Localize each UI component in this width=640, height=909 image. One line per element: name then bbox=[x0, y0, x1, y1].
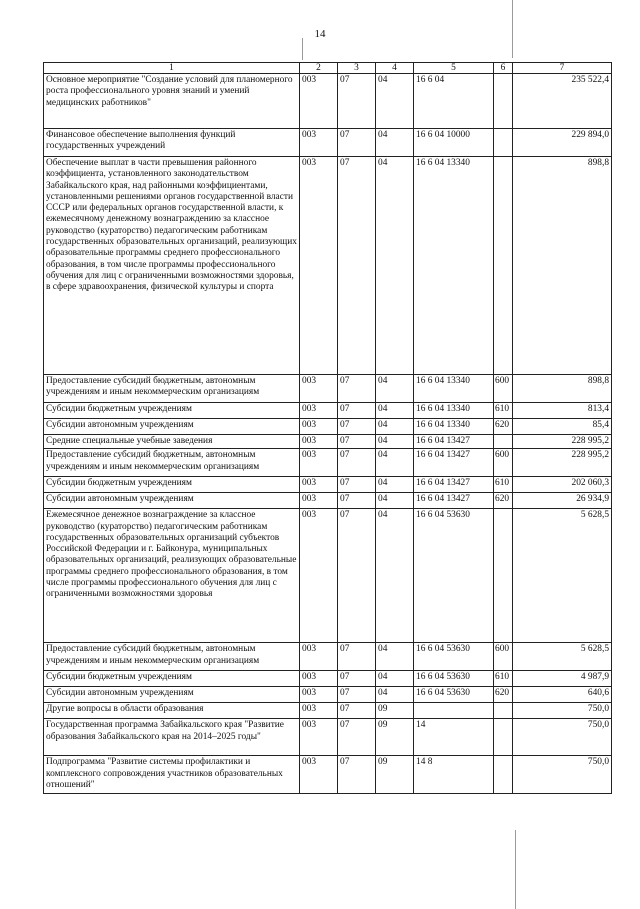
row-target-article-cell: 16 6 04 13340 bbox=[414, 403, 494, 419]
row-target-article-cell: 16 6 04 10000 bbox=[414, 129, 494, 157]
row-target-article-cell: 16 6 04 13427 bbox=[414, 449, 494, 477]
row-grbs-cell: 003 bbox=[300, 719, 338, 756]
row-name-cell: Предоставление субсидий бюджетным, автономным учреждениям и иным некоммерческим организациям bbox=[44, 449, 300, 477]
row-amount-cell: 229 894,0 bbox=[513, 129, 612, 157]
column-header-1: 1 bbox=[44, 63, 300, 74]
row-section-cell: 07 bbox=[338, 129, 376, 157]
row-name-cell: Другие вопросы в области образования bbox=[44, 703, 300, 719]
row-amount-cell: 85,4 bbox=[513, 419, 612, 435]
row-name-cell: Субсидии бюджетным учреждениям bbox=[44, 671, 300, 687]
row-grbs-cell: 003 bbox=[300, 703, 338, 719]
row-name-cell: Субсидии автономным учреждениям bbox=[44, 419, 300, 435]
table-row bbox=[44, 403, 612, 419]
row-name-cell: Основное мероприятие "Создание условий для планомерного роста профессионального уровня знаний и умений медицинских работников" bbox=[44, 74, 300, 129]
column-header-7: 7 bbox=[513, 63, 612, 74]
column-header-2: 2 bbox=[300, 63, 338, 74]
row-grbs-cell: 003 bbox=[300, 74, 338, 129]
row-target-article-cell: 14 8 bbox=[414, 756, 494, 794]
row-subsection-cell: 04 bbox=[376, 435, 414, 449]
row-amount-cell: 228 995,2 bbox=[513, 449, 612, 477]
row-expense-type-cell: 610 bbox=[494, 477, 513, 493]
row-expense-type-cell bbox=[494, 74, 513, 129]
budget-table bbox=[43, 62, 612, 794]
row-name-cell: Субсидии автономным учреждениям bbox=[44, 687, 300, 703]
row-expense-type-cell bbox=[494, 157, 513, 375]
row-expense-type-cell: 620 bbox=[494, 493, 513, 509]
row-subsection-cell: 04 bbox=[376, 687, 414, 703]
scan-artifact-line bbox=[515, 830, 516, 909]
page-number: 14 bbox=[314, 28, 326, 40]
row-target-article-cell: 16 6 04 53630 bbox=[414, 643, 494, 671]
row-section-cell: 07 bbox=[338, 74, 376, 129]
table-row bbox=[44, 643, 612, 671]
row-grbs-cell: 003 bbox=[300, 509, 338, 643]
row-name-cell: Предоставление субсидий бюджетным, автономным учреждениям и иным некоммерческим организациям bbox=[44, 375, 300, 403]
row-grbs-cell: 003 bbox=[300, 129, 338, 157]
row-expense-type-cell bbox=[494, 435, 513, 449]
row-name-cell: Подпрограмма "Развитие системы профилактики и комплексного сопровождения участников образовательных отношений" bbox=[44, 756, 300, 794]
column-header-3: 3 bbox=[338, 63, 376, 74]
row-amount-cell: 26 934,9 bbox=[513, 493, 612, 509]
row-name-cell: Средние специальные учебные заведения bbox=[44, 435, 300, 449]
row-amount-cell: 813,4 bbox=[513, 403, 612, 419]
row-name-cell: Ежемесячное денежное вознаграждение за классное руководство (кураторство) педагогическим работникам государственных образовательных организаций субъектов Российской Федерации и г. Байконура, муниципальных образовательных организаций, реализующих образовательные программы среднего профессионального образования, в том числе программы профессионального обучения для лиц с ограниченными возможностями здоровья bbox=[44, 509, 300, 643]
row-amount-cell: 4 987,9 bbox=[513, 671, 612, 687]
table-row bbox=[44, 493, 612, 509]
row-section-cell: 07 bbox=[338, 756, 376, 794]
row-expense-type-cell: 610 bbox=[494, 671, 513, 687]
column-header-4: 4 bbox=[376, 63, 414, 74]
row-subsection-cell: 04 bbox=[376, 643, 414, 671]
column-header-5: 5 bbox=[414, 63, 494, 74]
row-target-article-cell: 16 6 04 bbox=[414, 74, 494, 129]
row-subsection-cell: 09 bbox=[376, 756, 414, 794]
row-section-cell: 07 bbox=[338, 403, 376, 419]
row-subsection-cell: 04 bbox=[376, 375, 414, 403]
table-row bbox=[44, 509, 612, 643]
row-name-cell: Субсидии бюджетным учреждениям bbox=[44, 477, 300, 493]
row-amount-cell: 898,8 bbox=[513, 157, 612, 375]
row-subsection-cell: 04 bbox=[376, 671, 414, 687]
row-grbs-cell: 003 bbox=[300, 671, 338, 687]
row-section-cell: 07 bbox=[338, 157, 376, 375]
row-grbs-cell: 003 bbox=[300, 493, 338, 509]
table-row bbox=[44, 157, 612, 375]
row-target-article-cell: 16 6 04 53630 bbox=[414, 509, 494, 643]
row-expense-type-cell bbox=[494, 719, 513, 756]
row-amount-cell: 750,0 bbox=[513, 719, 612, 756]
row-target-article-cell: 16 6 04 13340 bbox=[414, 419, 494, 435]
row-amount-cell: 202 060,3 bbox=[513, 477, 612, 493]
row-expense-type-cell: 600 bbox=[494, 449, 513, 477]
row-grbs-cell: 003 bbox=[300, 157, 338, 375]
table-row bbox=[44, 449, 612, 477]
row-grbs-cell: 003 bbox=[300, 403, 338, 419]
row-section-cell: 07 bbox=[338, 671, 376, 687]
row-amount-cell: 750,0 bbox=[513, 756, 612, 794]
row-amount-cell: 5 628,5 bbox=[513, 643, 612, 671]
row-target-article-cell: 16 6 04 13427 bbox=[414, 435, 494, 449]
scan-artifact-line bbox=[302, 38, 303, 60]
row-amount-cell: 228 995,2 bbox=[513, 435, 612, 449]
row-expense-type-cell: 600 bbox=[494, 643, 513, 671]
row-subsection-cell: 04 bbox=[376, 129, 414, 157]
row-section-cell: 07 bbox=[338, 493, 376, 509]
row-expense-type-cell bbox=[494, 703, 513, 719]
table-row bbox=[44, 756, 612, 794]
row-subsection-cell: 04 bbox=[376, 493, 414, 509]
table-row bbox=[44, 703, 612, 719]
row-grbs-cell: 003 bbox=[300, 375, 338, 403]
row-subsection-cell: 04 bbox=[376, 509, 414, 643]
row-section-cell: 07 bbox=[338, 687, 376, 703]
row-amount-cell: 750,0 bbox=[513, 703, 612, 719]
row-target-article-cell: 16 6 04 13340 bbox=[414, 157, 494, 375]
row-target-article-cell: 16 6 04 53630 bbox=[414, 687, 494, 703]
row-subsection-cell: 04 bbox=[376, 157, 414, 375]
row-grbs-cell: 003 bbox=[300, 449, 338, 477]
row-subsection-cell: 04 bbox=[376, 477, 414, 493]
table-row bbox=[44, 671, 612, 687]
table-row bbox=[44, 687, 612, 703]
row-name-cell: Обеспечение выплат в части превышения районного коэффициента, установленного законодательством Забайкальского края, над районными коэффициентами, установленными решениями органов государственной власти СССР или федеральных органов государственной власти, к ежемесячному денежному вознаграждению за классное руководство (кураторство) педагогическим работникам государственных образовательных организаций, реализующих образовательные программы среднего профессионального образования, в том числе программы профессионального обучения для лиц с ограниченными возможностями здоровья, в сфере здравоохранения, физической культуры и спорта bbox=[44, 157, 300, 375]
row-amount-cell: 640,6 bbox=[513, 687, 612, 703]
row-target-article-cell: 14 bbox=[414, 719, 494, 756]
row-section-cell: 07 bbox=[338, 449, 376, 477]
row-amount-cell: 898,8 bbox=[513, 375, 612, 403]
row-expense-type-cell: 620 bbox=[494, 419, 513, 435]
column-header-6: 6 bbox=[494, 63, 513, 74]
row-name-cell: Финансовое обеспечение выполнения функций государственных учреждений bbox=[44, 129, 300, 157]
row-grbs-cell: 003 bbox=[300, 477, 338, 493]
row-expense-type-cell: 610 bbox=[494, 403, 513, 419]
row-subsection-cell: 09 bbox=[376, 703, 414, 719]
table-row bbox=[44, 719, 612, 756]
row-expense-type-cell bbox=[494, 756, 513, 794]
row-name-cell: Субсидии бюджетным учреждениям bbox=[44, 403, 300, 419]
row-subsection-cell: 04 bbox=[376, 449, 414, 477]
row-target-article-cell: 16 6 04 13427 bbox=[414, 493, 494, 509]
row-section-cell: 07 bbox=[338, 703, 376, 719]
row-section-cell: 07 bbox=[338, 419, 376, 435]
row-section-cell: 07 bbox=[338, 509, 376, 643]
row-section-cell: 07 bbox=[338, 643, 376, 671]
row-name-cell: Государственная программа Забайкальского края "Развитие образования Забайкальского края на 2014–2025 годы" bbox=[44, 719, 300, 756]
row-target-article-cell: 16 6 04 13427 bbox=[414, 477, 494, 493]
row-subsection-cell: 09 bbox=[376, 719, 414, 756]
table-row bbox=[44, 419, 612, 435]
table-row bbox=[44, 74, 612, 129]
row-amount-cell: 5 628,5 bbox=[513, 509, 612, 643]
row-target-article-cell bbox=[414, 703, 494, 719]
row-name-cell: Предоставление субсидий бюджетным, автономным учреждениям и иным некоммерческим организациям bbox=[44, 643, 300, 671]
table-row bbox=[44, 375, 612, 403]
row-expense-type-cell bbox=[494, 129, 513, 157]
row-section-cell: 07 bbox=[338, 719, 376, 756]
row-subsection-cell: 04 bbox=[376, 419, 414, 435]
row-grbs-cell: 003 bbox=[300, 756, 338, 794]
row-subsection-cell: 04 bbox=[376, 403, 414, 419]
row-grbs-cell: 003 bbox=[300, 687, 338, 703]
row-grbs-cell: 003 bbox=[300, 419, 338, 435]
row-expense-type-cell bbox=[494, 509, 513, 643]
scan-artifact-line bbox=[512, 0, 513, 58]
row-subsection-cell: 04 bbox=[376, 74, 414, 129]
row-section-cell: 07 bbox=[338, 375, 376, 403]
row-grbs-cell: 003 bbox=[300, 643, 338, 671]
row-expense-type-cell: 600 bbox=[494, 375, 513, 403]
row-grbs-cell: 003 bbox=[300, 435, 338, 449]
table-row bbox=[44, 477, 612, 493]
row-section-cell: 07 bbox=[338, 435, 376, 449]
table-row bbox=[44, 435, 612, 449]
row-amount-cell: 235 522,4 bbox=[513, 74, 612, 129]
row-name-cell: Субсидии автономным учреждениям bbox=[44, 493, 300, 509]
row-section-cell: 07 bbox=[338, 477, 376, 493]
row-expense-type-cell: 620 bbox=[494, 687, 513, 703]
table-body bbox=[44, 74, 612, 794]
table-header-row bbox=[44, 63, 612, 74]
table-row bbox=[44, 129, 612, 157]
row-target-article-cell: 16 6 04 53630 bbox=[414, 671, 494, 687]
row-target-article-cell: 16 6 04 13340 bbox=[414, 375, 494, 403]
